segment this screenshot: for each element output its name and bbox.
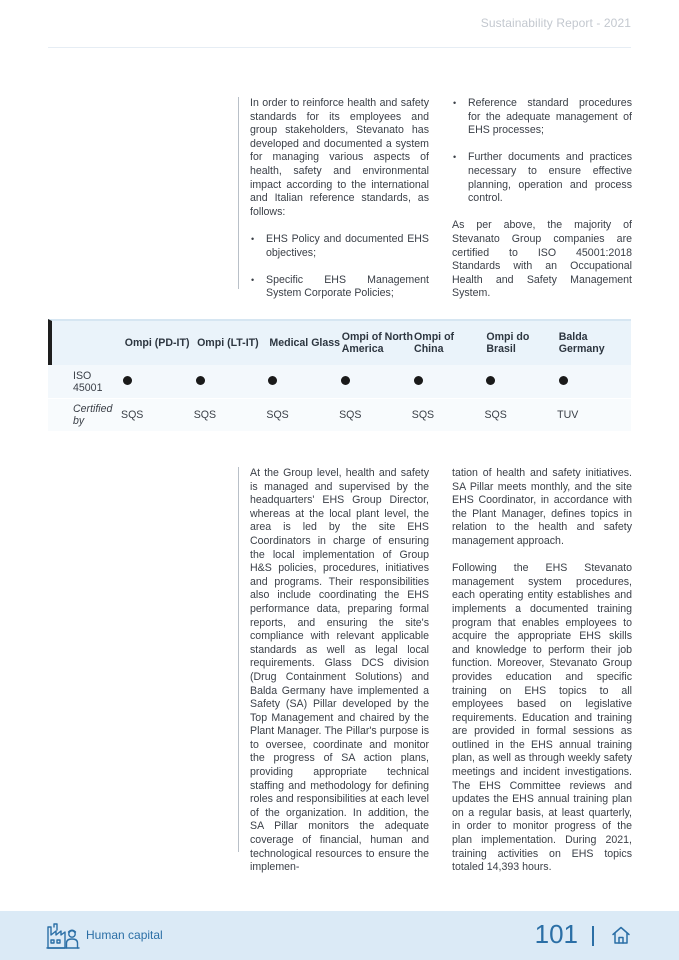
body-section	[238, 467, 632, 874]
table-cell: SQS	[266, 409, 289, 421]
bullet-item: • Further documents and practices necessary to ensure effective planning, operation and process control.	[452, 151, 632, 205]
intro-closing: As per above, the majority of Stevanato Group companies are certified to ISO 45001:2018 Standards with an Occupational Health and Safety Management System.	[452, 219, 632, 300]
section-label: Human capital	[86, 928, 163, 942]
certified-dot-icon	[486, 376, 495, 385]
table-cell: SQS	[121, 409, 144, 421]
report-title: Sustainability Report - 2021	[480, 16, 631, 30]
column-rule	[238, 467, 239, 852]
column-header: Ompi (PD-IT)	[124, 336, 190, 349]
home-icon[interactable]	[611, 925, 631, 945]
intro-section	[238, 97, 632, 300]
table-row-certified	[48, 398, 631, 431]
intro-bullets-left	[250, 233, 429, 301]
column-header: Ompi (LT-IT)	[197, 336, 259, 349]
intro-bullets-right	[452, 97, 632, 206]
column-header: Ompi of China	[414, 330, 455, 355]
certified-dot-icon	[559, 376, 568, 385]
table-row-iso	[48, 365, 631, 398]
column-header: Medical Glass	[269, 336, 341, 349]
header-divider	[48, 47, 631, 48]
body-left-column	[250, 467, 429, 875]
certified-dot-icon	[341, 376, 350, 385]
bullet-item: • EHS Policy and documented EHS objectives;	[250, 233, 429, 260]
body-right-column	[452, 467, 632, 875]
table-cell: SQS	[411, 409, 435, 421]
table-cell: SQS	[484, 409, 507, 421]
certified-dot-icon	[123, 376, 132, 385]
body-paragraph: Following the EHS Stevanato management system procedures, each operating entity establishes and implements a documented training program that enables employees to acquire the appropriate EHS skills and knowledge to perform their job function. Moreover, Stevanato Group provides education and specific training on EHS topics to all employees based on legislative requirements. Education and training are provided in formal sessions as outlined in the EHS annual training plan, as well as through weekly safety meetings and incident investigations. The EHS Committee reviews and updates the EHS annual training plan on a regular basis, at least quarterly, in order to monitor progress of the plan implementation. During 2021, training activities on EHS topics totaled 14,393 hours.	[452, 562, 632, 874]
footer-divider	[592, 926, 594, 946]
intro-left-column	[250, 97, 429, 301]
certified-dot-icon	[414, 376, 423, 385]
column-header: Balda Germany	[558, 330, 605, 355]
table-cell: SQS	[193, 409, 217, 421]
column-rule	[238, 97, 239, 289]
intro-right-column	[452, 97, 632, 301]
body-paragraph: tation of health and safety initiatives. SA Pillar meets monthly, and the site EHS Coordinator, in accordance with the Plant Manager, defines topics in relation to the health and safety management approach.	[452, 467, 632, 547]
certified-dot-icon	[268, 376, 277, 385]
page-number: 101	[534, 919, 578, 949]
table-cell: TUV	[557, 409, 579, 421]
row-label: ISO 45001	[73, 369, 103, 394]
column-header: Ompi do Brasil	[486, 330, 530, 355]
column-header: Ompi of North America	[341, 330, 413, 355]
bullet-item: • Specific EHS Management System Corporate Policies;	[250, 274, 429, 301]
page-footer	[0, 911, 679, 960]
certification-table	[48, 319, 631, 431]
table-cell: SQS	[339, 409, 362, 421]
certified-dot-icon	[196, 376, 205, 385]
body-paragraph: At the Group level, health and safety is managed and supervised by the headquarters' EHS Group Director, whereas at the local plant level, the area is led by the site EHS Coordinators in charge of ensuring the local implementation of Group H&S policies, procedures, initiatives and programs. Their responsibilities also include coordinating the EHS performance data, preparing formal reports, and ensuring the site's compliance with relevant applicable standards as well as legal local requirements. Glass DCS division (Drug Containment Solutions) and Balda Germany have implemented a Safety (SA) Pillar developed by the Top Management and chaired by the Plant Manager. The Pillar's purpose is to oversee, coordinate and monitor the progress of SA action plans, providing appropriate technical staffing and methodology for defining roles and responsibilities at each level of the organization. In addition, the SA Pillar monitors the adequate coverage of financial, human and technological resources to ensure the implemen-	[250, 467, 429, 874]
bullet-item: • Reference standard procedures for the adequate management of EHS processes;	[452, 97, 632, 138]
factory-worker-icon	[46, 921, 80, 951]
row-label: Certified by	[73, 403, 113, 427]
intro-paragraph: In order to reinforce health and safety standards for its employees and group stakeholders, Stevanato has developed and documented a system for managing various aspects of health, safety and environmental impact according to the international and Italian reference standards, as follows:	[250, 97, 429, 218]
table-header-row	[48, 319, 631, 365]
